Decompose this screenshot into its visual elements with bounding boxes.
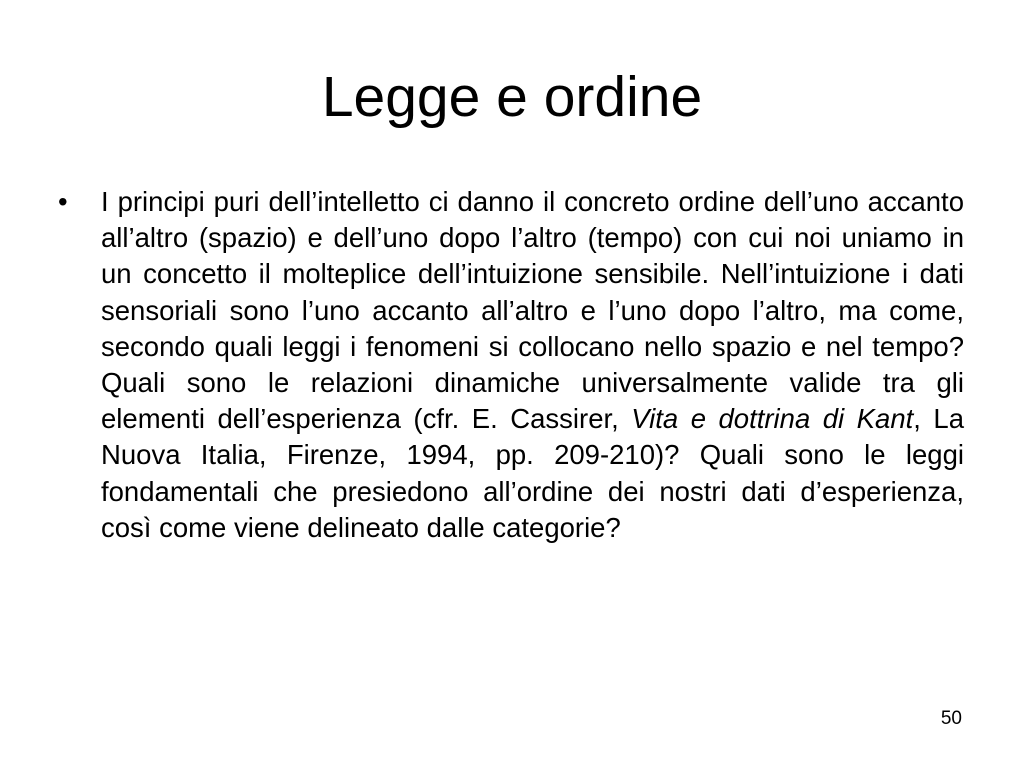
citation-book-title: Vita e dottrina di Kant xyxy=(631,403,914,435)
bullet-item xyxy=(58,184,964,546)
bullet-text-part2: , La Nuova Italia, Firenze, 1994, pp. 209-210)? Quali sono le leggi fondamentali che presiedono all’ordine dei nostri dati d’esperienza, così come viene delineato dalle categorie? xyxy=(101,403,964,543)
bullet-list xyxy=(58,184,964,546)
bullet-icon: • xyxy=(58,186,68,217)
page-number: 50 xyxy=(940,708,962,729)
bullet-text-part1: I principi puri dell’intelletto ci danno il concreto ordine dell’uno accanto all’altro (spazio) e dell’uno dopo l’altro (tempo) con cui noi uniamo in un concetto il molteplice dell’intuizione sensibile. Nell’intuizione i dati sensoriali sono l’uno accanto all’altro e l’uno dopo l’altro, ma come, secondo quali leggi i fenomeni si collocano nello spazio e nel tempo? Quali sono le relazioni dinamiche universalmente valide tra gli elementi dell’esperienza (cfr. E. Cassirer, xyxy=(101,186,964,435)
slide-title: Legge e ordine xyxy=(321,65,703,129)
